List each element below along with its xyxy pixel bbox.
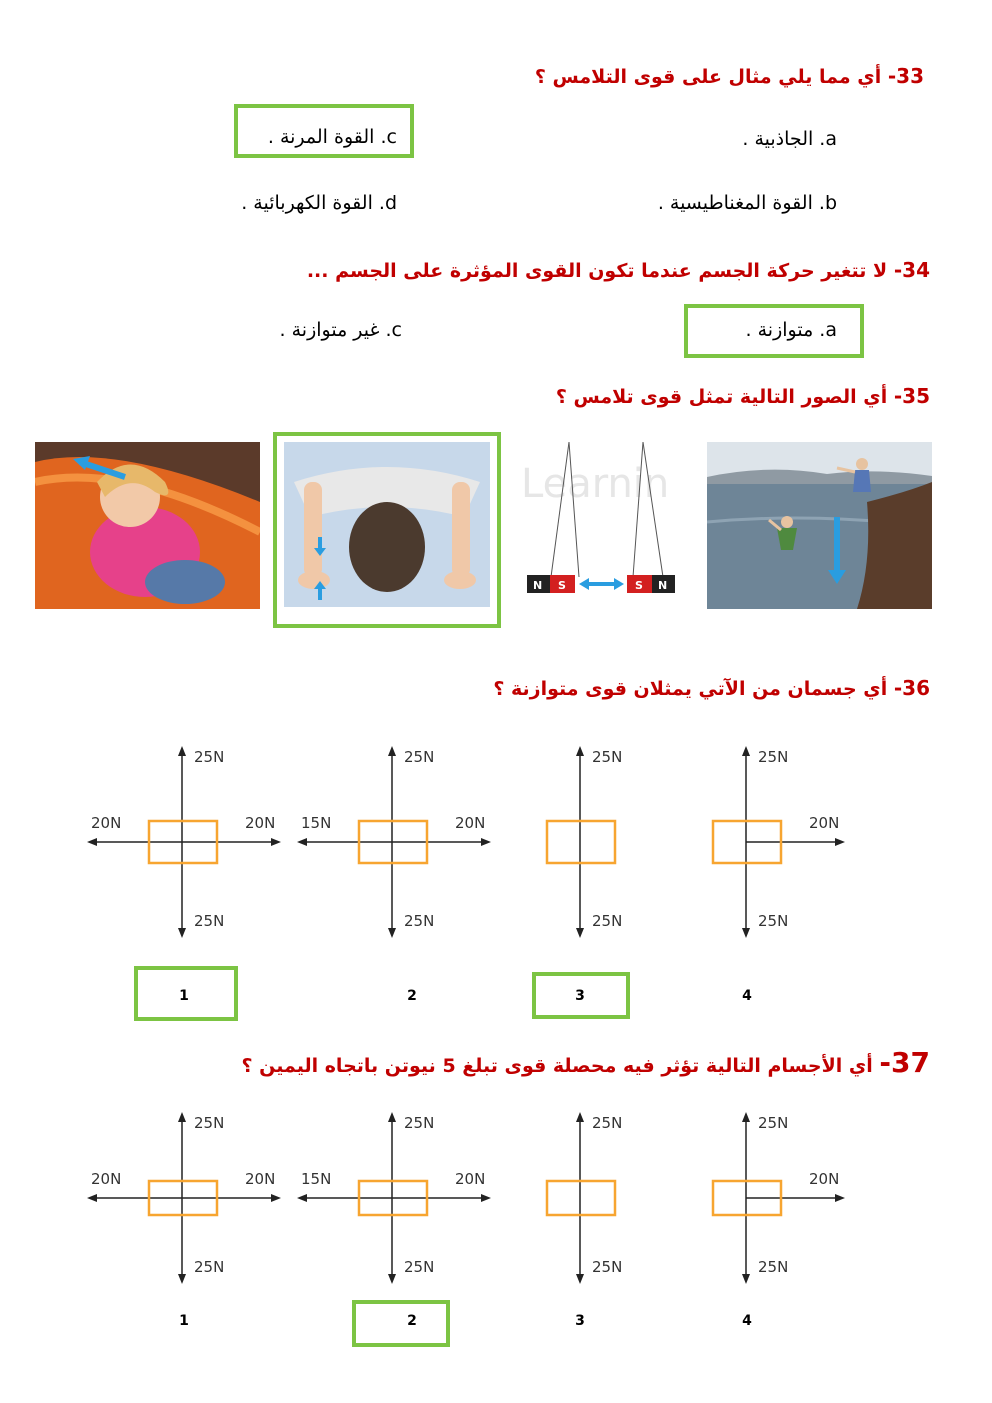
object-box [547,821,615,863]
watermark: Learnin [521,461,670,507]
force-label-up: 25N [194,748,225,766]
option-34-a[interactable]: a. متوازنة . [745,319,837,341]
force-label-left: 15N [301,1170,332,1188]
arrow-down [178,1274,186,1284]
force-diagram-4[interactable] [651,1098,851,1298]
cliff-jump-illustration [707,442,932,609]
question-text: أي مما يلي مثال على قوى التلامس ؟ [534,66,882,88]
force-label-up: 25N [758,748,789,766]
force-label-down: 25N [592,912,623,930]
question-number: 37- [879,1046,930,1079]
arrow-down [178,928,186,938]
slide-girl-photo[interactable] [35,442,260,609]
arrow-up [576,746,584,756]
question-text: أي جسمان من الآتي يمثلان قوى متوازنة ؟ [493,678,888,700]
question-number: 34- [893,258,930,282]
magnet-pole-label: S [558,579,566,592]
force-label-down: 25N [194,912,225,930]
diagram-label-37-3: 3 [575,1313,585,1329]
arrow-down [388,1274,396,1284]
question-text: أي الأجسام التالية تؤثر فيه محصلة قوى تبلغ 5 نيوتن باتجاه اليمين ؟ [241,1055,873,1077]
force-diagram-4[interactable] [651,732,851,952]
arrow-right [271,1194,281,1202]
force-diagram-1[interactable] [87,1098,287,1298]
option-33-a[interactable]: a. الجاذبية . [742,128,837,150]
arrow-left [87,1194,97,1202]
force-label-left: 20N [91,814,122,832]
question-33 [535,64,924,88]
diagram-label-37-1: 1 [179,1313,189,1329]
force-label-up: 25N [758,1114,789,1132]
force-diagram-2[interactable] [297,1098,497,1298]
force-label-down: 25N [592,1258,623,1276]
magnet-pole-label: N [533,579,543,592]
diagram-label-36-3: 3 [575,988,585,1004]
force-label-up: 25N [592,748,623,766]
option-34-c[interactable]: c. غير متوازنة . [279,319,402,341]
option-33-c[interactable]: c. القوة المرنة . [267,126,397,148]
arrow-left [297,1194,307,1202]
arrow-down [742,928,750,938]
force-label-right: 20N [455,814,486,832]
arrow-down [388,928,396,938]
force-diagram-2[interactable] [297,732,497,952]
pushup-man-photo[interactable] [284,442,490,607]
question-37 [241,1046,930,1079]
force-label-left: 15N [301,814,332,832]
force-label-right: 20N [245,814,276,832]
arrow-up [178,746,186,756]
arrow-up [576,1112,584,1122]
force-label-up: 25N [404,1114,435,1132]
arrow-right [835,838,845,846]
diagram-label-36-4: 4 [742,988,752,1004]
arrow-up [388,1112,396,1122]
force-label-up: 25N [404,748,435,766]
force-label-left: 20N [91,1170,122,1188]
force-label-right: 20N [809,814,840,832]
arrow-up [742,1112,750,1122]
arrow-up [388,746,396,756]
arrow-right [271,838,281,846]
force-label-right: 20N [455,1170,486,1188]
diagram-label-36-1: 1 [179,988,189,1004]
force-label-down: 25N [758,912,789,930]
force-label-down: 25N [404,1258,435,1276]
diagram-label-36-2: 2 [407,988,417,1004]
force-label-right: 20N [245,1170,276,1188]
force-label-right: 20N [809,1170,840,1188]
magnets-illustration [521,442,691,607]
question-text: لا تتغير حركة الجسم عندما تكون القوى المؤثرة على الجسم ... [306,260,888,282]
arrow-left [297,838,307,846]
magnet-pole-label: S [635,579,643,592]
option-33-d[interactable]: d. القوة الكهربائية . [241,192,397,214]
arrow-right [835,1194,845,1202]
magnet-pole-label: N [658,579,668,592]
magnets-photo[interactable] [521,442,691,607]
question-number: 33- [887,64,924,88]
force-label-down: 25N [404,912,435,930]
arrow-left [87,838,97,846]
force-label-down: 25N [758,1258,789,1276]
diagram-label-37-4: 4 [742,1313,752,1329]
force-diagram-1[interactable] [87,732,287,952]
option-33-b[interactable]: b. القوة المغناطيسية . [657,192,837,214]
question-34 [307,258,930,282]
arrow-down [576,1274,584,1284]
force-label-up: 25N [592,1114,623,1132]
arrow-down [742,1274,750,1284]
object-box [547,1181,615,1215]
force-label-down: 25N [194,1258,225,1276]
force-label-up: 25N [194,1114,225,1132]
question-text: أي الصور التالية تمثل قوى تلامس ؟ [555,386,888,408]
question-number: 35- [893,384,930,408]
question-35 [556,384,930,408]
diagram-label-37-2: 2 [407,1313,417,1329]
slide-girl-illustration [35,442,260,609]
cliff-jump-photo[interactable] [707,442,932,609]
question-36 [493,676,930,700]
arrow-up [742,746,750,756]
question-number: 36- [893,676,930,700]
arrow-down [576,928,584,938]
pushup-man-illustration [284,442,490,607]
arrow-up [178,1112,186,1122]
